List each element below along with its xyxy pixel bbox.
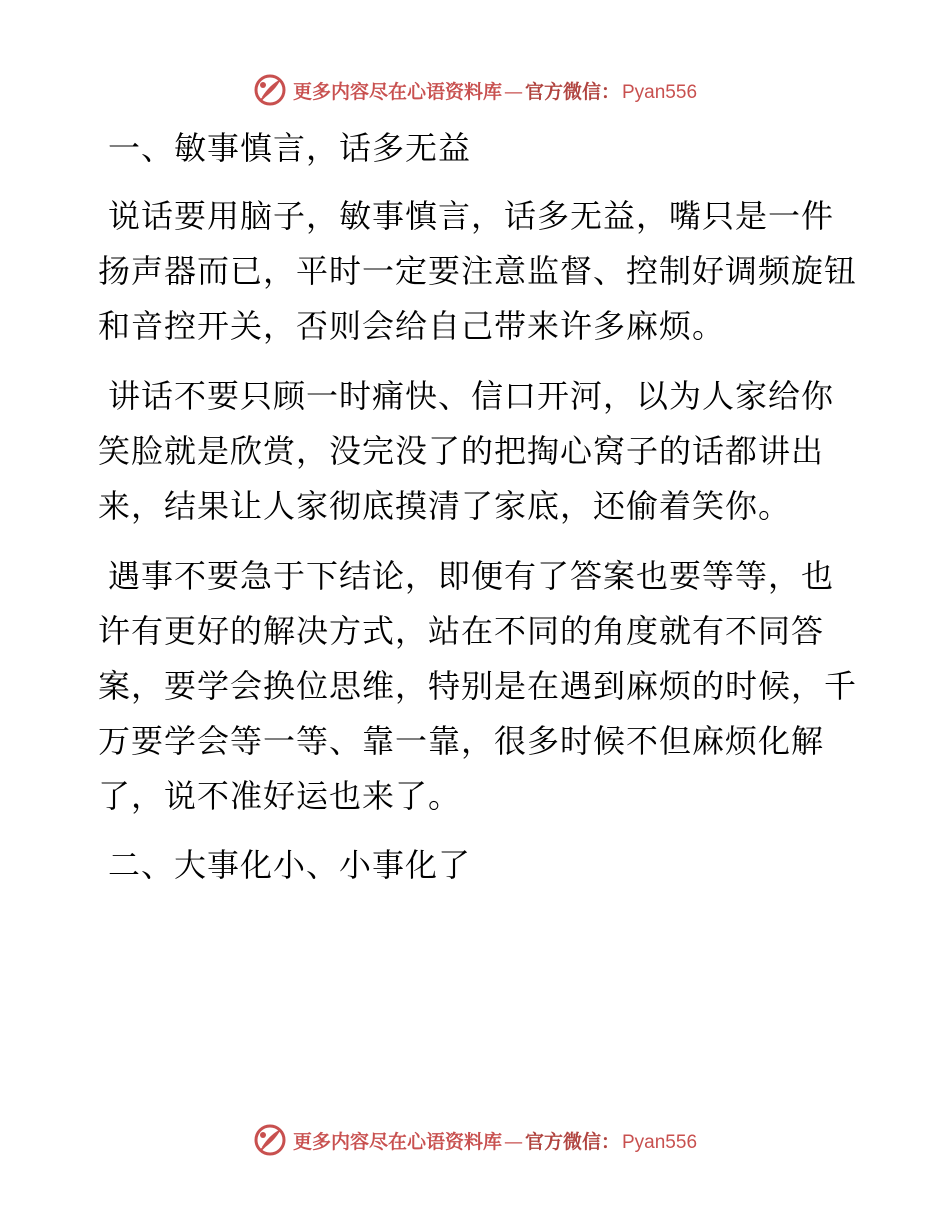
watermark-dash: — (503, 80, 523, 103)
quill-logo-icon (253, 73, 287, 107)
footer-watermark-banner (0, 1120, 950, 1160)
watermark-site-name: 更多内容尽在心语资料库 (292, 1130, 502, 1153)
document-body (98, 122, 858, 891)
section-heading-1: 一、敏事慎言，话多无益 (108, 129, 472, 167)
watermark-wechat-label: 官方微信： (524, 80, 620, 103)
paragraph-2: 讲话不要只顾一时痛快、信口开河，以为人家给你笑脸就是欣赏，没完没了的把掏心窝子的话都讲出来，结果让人家彻底摸清了家底，还偷着笑你。 (98, 377, 835, 525)
paragraph-1: 说话要用脑子，敏事慎言，话多无益，嘴只是一件扬声器而已，平时一定要注意监督、控制好调频旋钮和音控开关，否则会给自己带来许多麻烦。 (98, 197, 858, 345)
header-watermark-banner (0, 70, 950, 110)
watermark-dash: — (503, 1130, 523, 1153)
watermark-wechat-id: Pyan556 (622, 1131, 698, 1153)
watermark-wechat-id: Pyan556 (622, 81, 698, 103)
paragraph-3: 遇事不要急于下结论，即便有了答案也要等等，也许有更好的解决方式，站在不同的角度就有不同答案，要学会换位思维，特别是在遇到麻烦的时候，千万要学会等一等、靠一靠，很多时候不但麻烦化解了，说不准好运也来了。 (98, 557, 858, 815)
watermark-wechat-label: 官方微信： (524, 1130, 620, 1153)
quill-logo-icon (253, 1123, 287, 1157)
watermark-text (293, 1127, 697, 1154)
watermark-site-name: 更多内容尽在心语资料库 (292, 80, 502, 103)
section-heading-2: 二、大事化小、小事化了 (108, 846, 472, 884)
watermark-text (293, 77, 697, 104)
